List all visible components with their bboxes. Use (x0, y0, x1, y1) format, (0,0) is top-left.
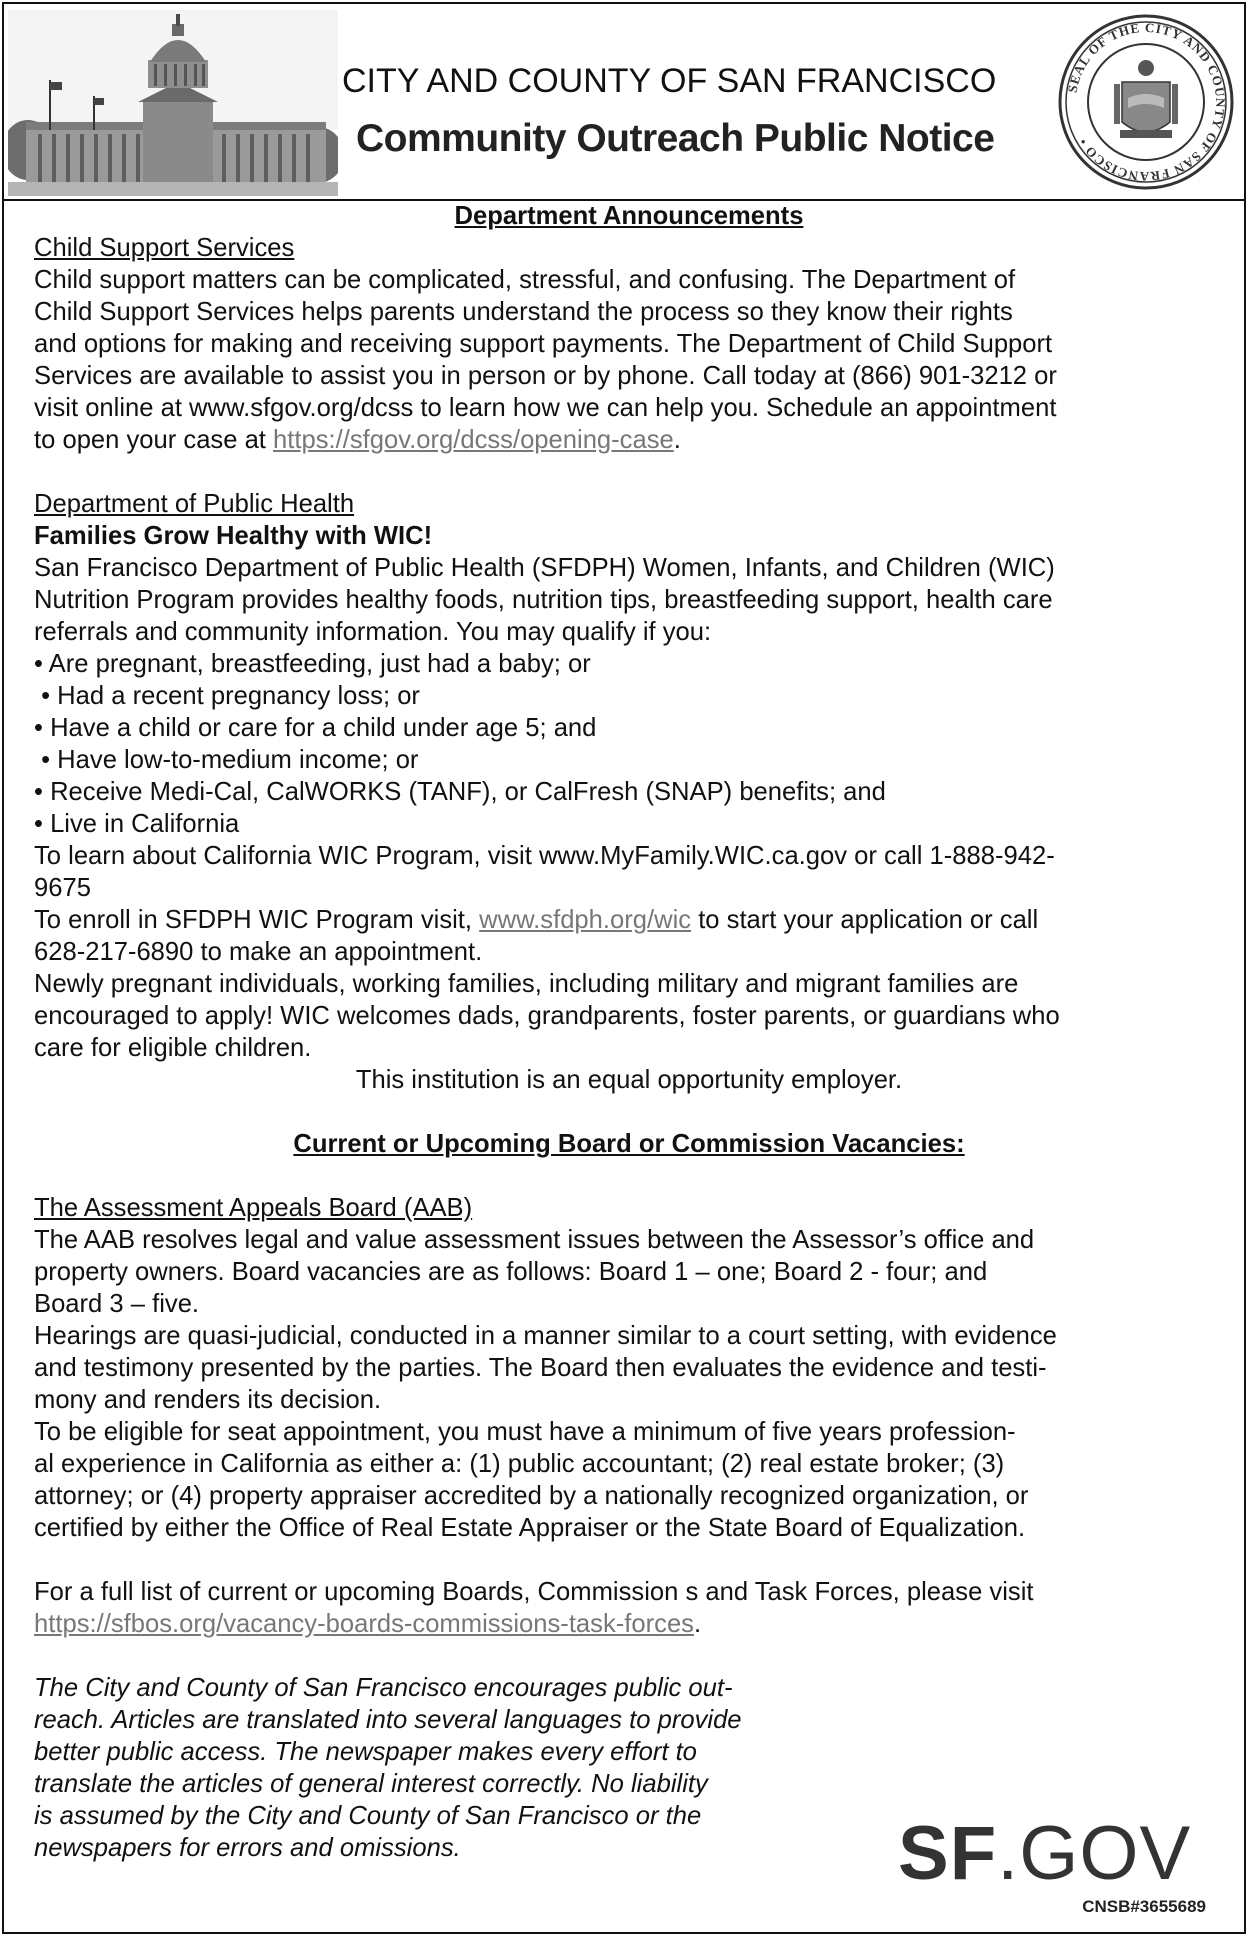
sfgov-logo-rest: .GOV (997, 1811, 1192, 1896)
svg-text:SEAL OF THE CITY AND COUNTY OF: SEAL OF THE CITY AND COUNTY OF SAN FRANCISCO • (1064, 19, 1229, 185)
wic-line: To learn about California WIC Program, visit www.MyFamily.WIC.ca.gov or call 1-888-942- (34, 842, 1055, 870)
child-support-last-line (34, 424, 1224, 456)
wic-line: referrals and community information. You may qualify if you: (34, 618, 712, 646)
dcss-opening-case-link[interactable]: https://sfgov.org/dcss/opening-case (273, 426, 674, 454)
wic-bullet: • Are pregnant, breastfeeding, just had a baby; or (34, 650, 591, 678)
wic-line: encouraged to apply! WIC welcomes dads, grandparents, foster parents, or guardians who (34, 1002, 1060, 1030)
vacancies-heading: Current or Upcoming Board or Commission Vacancies: (293, 1130, 965, 1158)
child-support-last-suffix: . (673, 426, 681, 454)
wic-bullet: • Live in California (34, 810, 240, 838)
wic-bullet: • Receive Medi-Cal, CalWORKS (TANF), or CalFresh (SNAP) benefits; and (34, 778, 886, 806)
aab-line: The AAB resolves legal and value assessment issues between the Assessor’s office and (34, 1226, 1035, 1254)
full-list-link-line (34, 1608, 1224, 1640)
child-support-heading: Child Support Services (34, 234, 295, 262)
notice-header (4, 4, 1244, 201)
sfdph-wic-link[interactable]: www.sfdph.org/wic (479, 906, 692, 934)
child-support-last-prefix: to open your case at (34, 426, 274, 454)
aab-line: To be eligible for seat appointment, you must have a minimum of five years profession- (34, 1418, 1016, 1446)
wic-line: San Francisco Department of Public Health (SFDPH) Women, Infants, and Children (WIC) (34, 554, 1055, 582)
wic-subheading: Families Grow Healthy with WIC! (34, 522, 433, 550)
notice-page (2, 2, 1246, 1934)
wic-bullet: • Have low-to-medium income; or (34, 746, 419, 774)
city-seal-image (1056, 12, 1236, 192)
reference-number: CNSB#3655689 (1082, 1897, 1206, 1916)
equal-opportunity-statement: This institution is an equal opportunity employer. (355, 1066, 903, 1094)
aab-line: al experience in California as either a: (1) public accountant; (2) real estate broker; (3) (34, 1450, 1005, 1478)
full-list-suffix: . (693, 1610, 702, 1638)
wic-line: 9675 (34, 874, 91, 902)
child-support-line: Child Support Services helps parents understand the process so they know their rights (34, 298, 1013, 326)
header-subtitle: Community Outreach Public Notice (356, 117, 995, 160)
aab-line: certified by either the Office of Real Estate Appraiser or the State Board of Equalization. (34, 1514, 1026, 1542)
disclaimer-line: The City and County of San Francisco encourages public out- (34, 1674, 733, 1702)
aab-line: Board 3 – five. (34, 1290, 200, 1318)
wic-line: 628-217-6890 to make an appointment. (34, 938, 483, 966)
wic-line: care for eligible children. (34, 1034, 312, 1062)
sfbos-vacancy-link[interactable]: https://sfbos.org/vacancy-boards-commissions-task-forces (34, 1610, 694, 1638)
sfgov-logo-bold: SF (898, 1811, 998, 1896)
disclaimer-line: better public access. The newspaper makes every effort to (34, 1738, 697, 1766)
child-support-line: and options for making and receiving support payments. The Department of Child Support (34, 330, 1053, 358)
wic-enroll-suffix: to start your application or call (691, 906, 1039, 934)
wic-enroll-line (34, 904, 1224, 936)
disclaimer-line: is assumed by the City and County of San Francisco or the (34, 1802, 702, 1830)
child-support-line: Child support matters can be complicated, stressful, and confusing. The Department of (34, 266, 1016, 294)
aab-line: Hearings are quasi-judicial, conducted in a manner similar to a court setting, with evidence (34, 1322, 1057, 1350)
disclaimer-line: translate the articles of general interest correctly. No liability (34, 1770, 708, 1798)
wic-line: Newly pregnant individuals, working families, including military and migrant families are (34, 970, 1019, 998)
header-title: CITY AND COUNTY OF SAN FRANCISCO (342, 62, 997, 100)
child-support-line: visit online at www.sfgov.org/dcss to learn how we can help you. Schedule an appointment (34, 394, 1057, 422)
aab-line: and testimony presented by the parties. The Board then evaluates the evidence and testi- (34, 1354, 1047, 1382)
dept-announcements-heading: Department Announcements (454, 202, 804, 230)
notice-body (34, 200, 1224, 1864)
aab-line: attorney; or (4) property appraiser accredited by a nationally recognized organization, or (34, 1482, 1029, 1510)
child-support-line: Services are available to assist you in person or by phone. Call today at (866) 901-3212 or (34, 362, 1057, 390)
aab-heading: The Assessment Appeals Board (AAB) (34, 1194, 473, 1222)
wic-bullet: • Have a child or care for a child under age 5; and (34, 714, 597, 742)
public-health-heading: Department of Public Health (34, 490, 355, 518)
wic-bullet: • Had a recent pregnancy loss; or (34, 682, 420, 710)
aab-line: property owners. Board vacancies are as follows: Board 1 – one; Board 2 - four; and (34, 1258, 988, 1286)
disclaimer-line: newspapers for errors and omissions. (34, 1834, 461, 1862)
wic-enroll-prefix: To enroll in SFDPH WIC Program visit, (34, 906, 480, 934)
full-list-line: For a full list of current or upcoming Boards, Commission s and Task Forces, please visit (34, 1578, 1034, 1606)
wic-line: Nutrition Program provides healthy foods, nutrition tips, breastfeeding support, health care (34, 586, 1053, 614)
disclaimer-line: reach. Articles are translated into several languages to provide (34, 1706, 742, 1734)
sfgov-logo (898, 1810, 1191, 1897)
city-hall-image (8, 10, 338, 196)
aab-line: mony and renders its decision. (34, 1386, 382, 1414)
